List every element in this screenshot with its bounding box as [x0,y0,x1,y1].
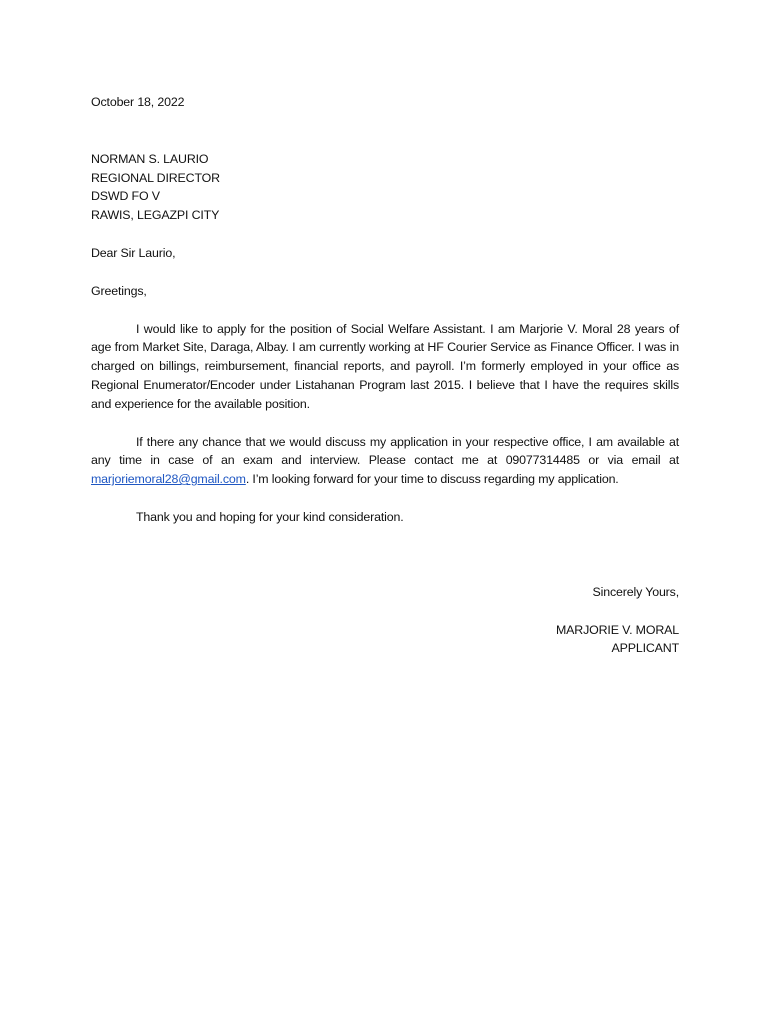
recipient-name: NORMAN S. LAURIO [91,151,209,166]
signatory-role: APPLICANT [611,641,679,656]
greeting: Greetings, [91,283,147,298]
closing-block [91,583,679,658]
body-paragraph-1: I would like to apply for the position of Social Welfare Assistant. I am Marjorie V. Moral 28 years of age from Market Site, Daraga, Albay. I am currently working at HF Courier Service as Finance Officer. I was in charged on billings, reimbursement, financial reports, and payroll. I’m formerly employed in your office as Regional Enumerator/Encoder under Listahanan Program last 2015. I believe that I have the requires skills and experience for the available position. [91,321,679,411]
recipient-title: REGIONAL DIRECTOR [91,170,220,185]
recipient-block [91,150,679,225]
body-paragraph-3: Thank you and hoping for your kind consideration. [136,509,404,524]
signatory-name: MARJORIE V. MORAL [556,622,679,637]
letter-date: October 18, 2022 [91,95,185,109]
salutation: Dear Sir Laurio, [91,245,176,260]
recipient-address: RAWIS, LEGAZPI CITY [91,208,220,223]
paragraph-2-text-after-email: . I’m looking forward for your time to discuss regarding my application. [245,472,619,487]
application-letter [91,93,679,658]
closing-phrase: Sincerely Yours, [592,584,679,599]
recipient-office: DSWD FO V [91,189,160,204]
body-paragraph-2 [91,433,679,489]
email-link[interactable]: marjoriemoral28@gmail.com [91,472,246,487]
paragraph-2-text-before-email: If there any chance that we would discuss my application in your respective office, I am available at any time in case of an exam and interview. Please contact me at 09077314485 or via email at [91,434,679,468]
